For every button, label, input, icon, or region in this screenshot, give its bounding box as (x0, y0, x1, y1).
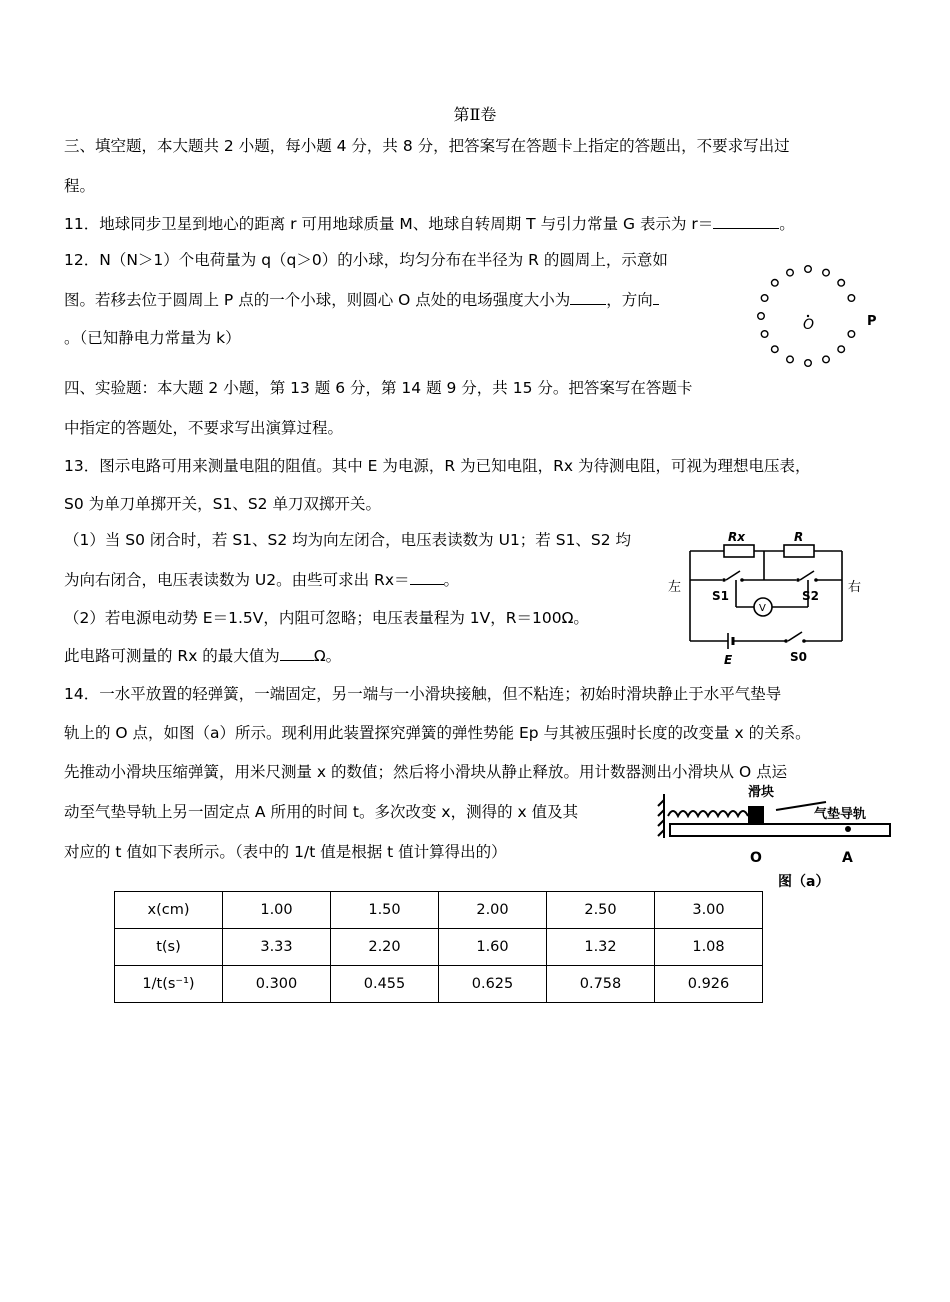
q11-answer-blank[interactable] (713, 214, 779, 229)
q13-part2-line2 (64, 644, 341, 666)
charge-ball (787, 356, 794, 363)
q12-line2-mid: ，方向 (606, 291, 653, 309)
table-cell: 0.625 (439, 966, 547, 1003)
table-cell: 1.50 (331, 892, 439, 929)
charge-ball (805, 266, 812, 273)
charge-ball (761, 331, 768, 338)
q12-line2 (64, 288, 659, 310)
air-track-rail (670, 824, 890, 836)
part4-intro-line1: 四、实验题：本大题 2 小题，第 13 题 6 分，第 14 题 9 分，共 15 分。把答案写在答题卡 (64, 379, 693, 397)
q14-line1: 14．一水平放置的轻弹簧，一端固定，另一端与一小滑块接触，但不粘连；初始时滑块静止于水平气垫导 (64, 685, 782, 703)
ring-center-dot (807, 315, 809, 317)
spring (668, 811, 748, 816)
voltmeter-label: V (759, 603, 766, 614)
charge-ball (772, 346, 779, 353)
table-cell: 3.33 (223, 929, 331, 966)
s2-label: S2 (802, 589, 819, 603)
rx-label: Rx (728, 530, 745, 544)
e-label: E (724, 653, 733, 667)
q12-magnitude-blank[interactable] (570, 290, 606, 305)
charge-ball (772, 280, 779, 287)
table-row-header: t(s) (115, 929, 223, 966)
q12-charge-ring-figure (750, 258, 890, 378)
table-cell: 1.60 (439, 929, 547, 966)
data-table (114, 891, 763, 1003)
q12-line1: 12．N（N＞1）个电荷量为 q（q＞0）的小球，均匀分布在半径为 R 的圆周上，示意如 (64, 251, 668, 269)
q11-text: 11．地球同步卫星到地心的距离 r 可用地球质量 M、地球自转周期 T 与引力常量 G 表示为 r＝ (64, 215, 714, 233)
right-label: 右 (848, 580, 862, 595)
table-cell: 2.00 (439, 892, 547, 929)
ring-point-label: P (867, 314, 877, 329)
q13-line2: S0 为单刀单掷开关，S1、S2 单刀双掷开关。 (64, 495, 381, 513)
slider-block (748, 806, 764, 824)
charge-ball (823, 269, 830, 276)
left-label: 左 (668, 580, 682, 595)
s0-label: S0 (790, 650, 807, 664)
q13-part2-line1: （2）若电源电动势 E＝1.5V，内阻可忽略；电压表量程为 1V，R＝100Ω。 (64, 609, 589, 627)
q14-line4: 动至气垫导轨上另一固定点 A 所用的时间 t。多次改变 x，测得的 x 值及其 (64, 803, 579, 821)
section-title: 第Ⅱ卷 (453, 105, 497, 124)
part4-intro-line2: 中指定的答题处，不要求写出演算过程。 (64, 419, 344, 437)
table-cell: 3.00 (655, 892, 763, 929)
table-cell: 0.758 (547, 966, 655, 1003)
s2-switch-blade (800, 571, 814, 580)
q14-air-track-figure (656, 780, 896, 892)
charge-ball (848, 295, 855, 302)
q13-part1-end: 。 (443, 571, 460, 589)
table-cell: 1.00 (223, 892, 331, 929)
q13-part1-line2 (64, 568, 459, 590)
part3-intro-line1: 三、填空题，本大题共 2 小题，每小题 4 分，共 8 分，把答案写在答题卡上指定的答题出，不要求写出过 (64, 137, 790, 155)
table-cell: 2.20 (331, 929, 439, 966)
rail-label: 气垫导轨 (814, 807, 867, 822)
q12-line3: 。（已知静电力常量为 k） (64, 329, 241, 347)
q14-line3: 先推动小滑块压缩弹簧，用米尺测量 x 的数值；然后将小滑块从静止释放。用计数器测出小滑块从 O 点运 (64, 763, 788, 781)
table-cell: 2.50 (547, 892, 655, 929)
s0-switch-blade (788, 632, 802, 641)
charge-ball (823, 356, 830, 363)
table-cell: 0.300 (223, 966, 331, 1003)
q13-circuit-figure (662, 525, 872, 670)
q14-line2: 轨上的 O 点，如图（a）所示。现利用此装置探究弹簧的弹性势能 Ep 与其被压强时长度的改变量 x 的关系。 (64, 724, 811, 742)
charge-ball (805, 360, 812, 367)
table-row (115, 892, 763, 929)
q13-part2-end: Ω。 (313, 647, 342, 665)
table-row (115, 929, 763, 966)
q13-max-rx-blank[interactable] (280, 646, 314, 661)
charge-ball (848, 331, 855, 338)
q13-line1: 13．图示电路可用来测量电阻的阻值。其中 E 为电源，R 为已知电阻，Rx 为待测电阻，可视为理想电压表， (64, 457, 811, 475)
q13-part1-line1: （1）当 S0 闭合时，若 S1、S2 均为向左闭合，电压表读数为 U1；若 S1、S2 均 (64, 531, 632, 549)
table-row-header: x(cm) (115, 892, 223, 929)
s1-label: S1 (712, 589, 729, 603)
point-a-marker (845, 826, 851, 832)
charge-ball (758, 313, 765, 320)
charge-ball (838, 280, 845, 287)
charge-ball (761, 295, 768, 302)
o-label: O (750, 850, 762, 866)
q11-line (64, 212, 795, 234)
a-label: A (842, 850, 853, 866)
q12-line2-text: 图。若移去位于圆周上 P 点的一个小球，则圆心 O 点处的电场强度大小为 (64, 291, 571, 309)
q12-direction-blank[interactable] (653, 290, 659, 305)
q11-end: 。 (779, 215, 795, 233)
table-cell: 0.455 (331, 966, 439, 1003)
table-row (115, 966, 763, 1003)
charge-ball (838, 346, 845, 353)
table-row-header: 1/t(s⁻¹) (115, 966, 223, 1003)
q14-line5: 对应的 t 值如下表所示。（表中的 1/t 值是根据 t 值计算得出的） (64, 843, 507, 861)
figure-caption: 图（a） (778, 874, 830, 890)
q13-part2-text: 此电路可测量的 Rx 的最大值为 (64, 647, 280, 665)
q13-part1-text: 为向右闭合，电压表读数为 U2。由些可求出 Rx＝ (64, 571, 410, 589)
slider-label: 滑块 (748, 785, 775, 800)
r-resistor (784, 545, 814, 557)
q13-rx-blank[interactable] (410, 570, 444, 585)
table-cell: 0.926 (655, 966, 763, 1003)
s1-switch-blade (726, 571, 740, 580)
part3-intro-line2: 程。 (64, 177, 96, 195)
charge-ring (758, 266, 855, 367)
charge-ball (787, 269, 794, 276)
table-cell: 1.32 (547, 929, 655, 966)
table-cell: 1.08 (655, 929, 763, 966)
ring-center-label: O (803, 317, 815, 333)
r-label: R (794, 530, 804, 544)
rx-resistor (724, 545, 754, 557)
